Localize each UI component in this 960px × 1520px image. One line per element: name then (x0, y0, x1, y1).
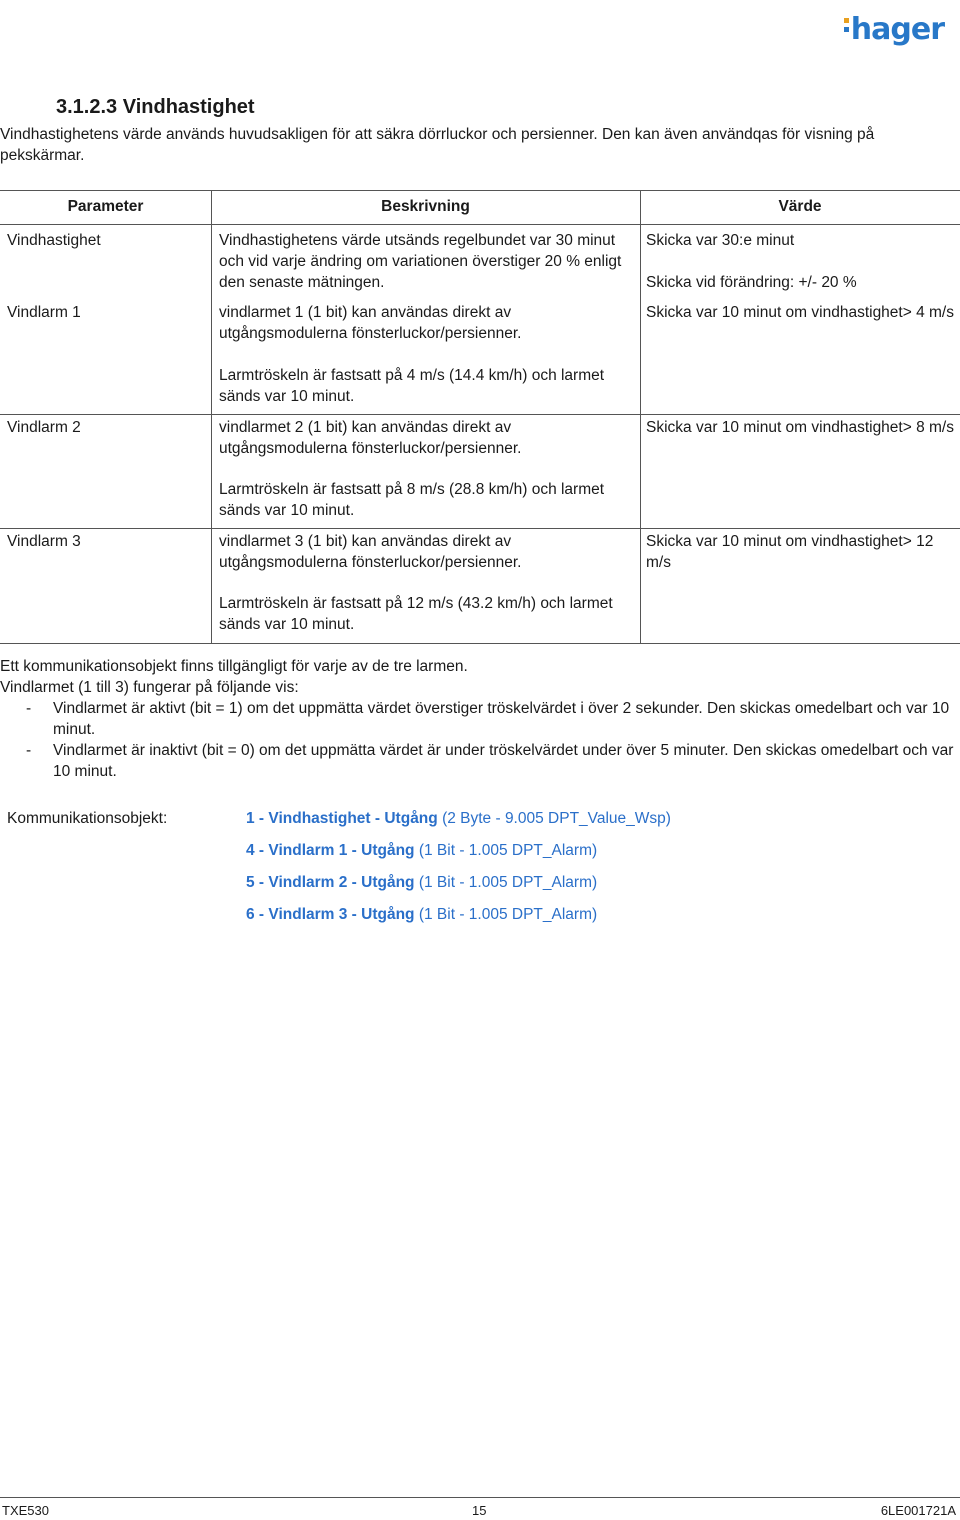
bullet-text: Vindlarmet är aktivt (bit = 1) om det uppmätta värdet överstiger tröskelvärdet i över 2 sekunder. Den skickas omedelbart och var 10 minut. (53, 700, 950, 738)
logo-dots-icon (844, 10, 849, 40)
row-vindlarm2-description-2: Larmtröskeln är fastsatt på 8 m/s (28.8 km/h) och larmet sänds var 10 minut. (219, 481, 605, 519)
communication-object (246, 872, 597, 893)
table-column-divider (640, 190, 641, 643)
footer-product-code: TXE530 (2, 1503, 49, 1518)
alarm-bullet-list (0, 698, 958, 782)
alarm-behavior-line: Vindlarmet (1 till 3) fungerar på följande vis: (0, 679, 299, 696)
row-vindlarm3-parameter: Vindlarm 3 (7, 533, 81, 550)
parameter-table (0, 190, 960, 643)
table-border-bottom (0, 643, 960, 644)
row-vindlarm3-description-1: vindlarmet 3 (1 bit) kan användas direkt av utgångsmodulerna fönsterluckor/persienner. (219, 533, 522, 571)
communication-object-name: 4 - Vindlarm 1 - Utgång (246, 842, 415, 859)
section-intro: Vindhastighetens värde används huvudsakligen för att säkra dörrluckor och persienner. Den kan även användqas för visning på pekskärmar. (0, 126, 875, 164)
table-header-divider (0, 224, 960, 225)
row-vindlarm3-value: Skicka var 10 minut om vindhastighet> 12 m/s (646, 533, 934, 571)
row-vindlarm1-value: Skicka var 10 minut om vindhastighet> 4 m/s (646, 304, 954, 321)
table-border-top (0, 190, 960, 191)
list-item (0, 698, 958, 740)
row-vindhastighet-parameter: Vindhastighet (7, 232, 101, 249)
row-vindlarm1-description-2: Larmtröskeln är fastsatt på 4 m/s (14.4 km/h) och larmet sänds var 10 minut. (219, 367, 605, 405)
row-vindlarm1-parameter: Vindlarm 1 (7, 304, 81, 321)
communication-object-name: 6 - Vindlarm 3 - Utgång (246, 906, 415, 923)
section-heading: 3.1.2.3 Vindhastighet (56, 96, 255, 118)
communication-object-type: (1 Bit - 1.005 DPT_Alarm) (418, 874, 598, 891)
row-vindlarm3-description-2: Larmtröskeln är fastsatt på 12 m/s (43.2 km/h) och larmet sänds var 10 minut. (219, 595, 613, 633)
row-vindlarm1-description-1: vindlarmet 1 (1 bit) kan användas direkt av utgångsmodulerna fönsterluckor/persienner. (219, 304, 522, 342)
hager-logo (848, 0, 944, 47)
communication-object-type: (2 Byte - 9.005 DPT_Value_Wsp) (442, 810, 671, 827)
bullet-text: Vindlarmet är inaktivt (bit = 0) om det uppmätta värdet är under tröskelvärdet under över 5 minuter. Den skickas omedelbart och var 10 minut. (53, 742, 954, 780)
row-vindhastighet-description: Vindhastighetens värde utsänds regelbundet var 30 minut och vid varje ändring om variationen överstiger 20 % enligt den senaste mätningen. (219, 232, 622, 291)
footer-divider (0, 1497, 960, 1498)
communication-object (246, 808, 671, 829)
bullet-dash: - (26, 700, 32, 717)
list-item (0, 740, 958, 782)
communication-object-type: (1 Bit - 1.005 DPT_Alarm) (418, 842, 598, 859)
header-value: Värde (778, 198, 822, 215)
table-row-divider (0, 528, 960, 529)
header-parameter: Parameter (67, 198, 144, 215)
communication-object (246, 904, 597, 925)
communication-object-type: (1 Bit - 1.005 DPT_Alarm) (418, 906, 598, 923)
alarm-intro-line: Ett kommunikationsobjekt finns tillgängligt för varje av de tre larmen. (0, 658, 468, 675)
row-vindhastighet-value-1: Skicka var 30:e minut (646, 232, 795, 249)
communication-object-name: 5 - Vindlarm 2 - Utgång (246, 874, 415, 891)
communication-label: Kommunikationsobjekt: (7, 810, 168, 827)
logo-text: hager (850, 12, 944, 47)
table-column-divider (211, 190, 212, 643)
communication-object (246, 840, 597, 861)
header-description: Beskrivning (381, 198, 470, 215)
row-vindlarm2-description-1: vindlarmet 2 (1 bit) kan användas direkt av utgångsmodulerna fönsterluckor/persienner. (219, 419, 522, 457)
row-vindlarm2-value: Skicka var 10 minut om vindhastighet> 8 m/s (646, 419, 954, 436)
row-vindhastighet-value-2: Skicka vid förändring: +/- 20 % (646, 274, 857, 291)
row-vindlarm2-parameter: Vindlarm 2 (7, 419, 81, 436)
table-row-divider (0, 414, 960, 415)
footer-page-number: 15 (472, 1503, 487, 1518)
alarm-description (0, 656, 958, 782)
bullet-dash: - (26, 742, 32, 759)
communication-object-name: 1 - Vindhastighet - Utgång (246, 810, 438, 827)
footer-document-code: 6LE001721A (880, 1503, 956, 1518)
